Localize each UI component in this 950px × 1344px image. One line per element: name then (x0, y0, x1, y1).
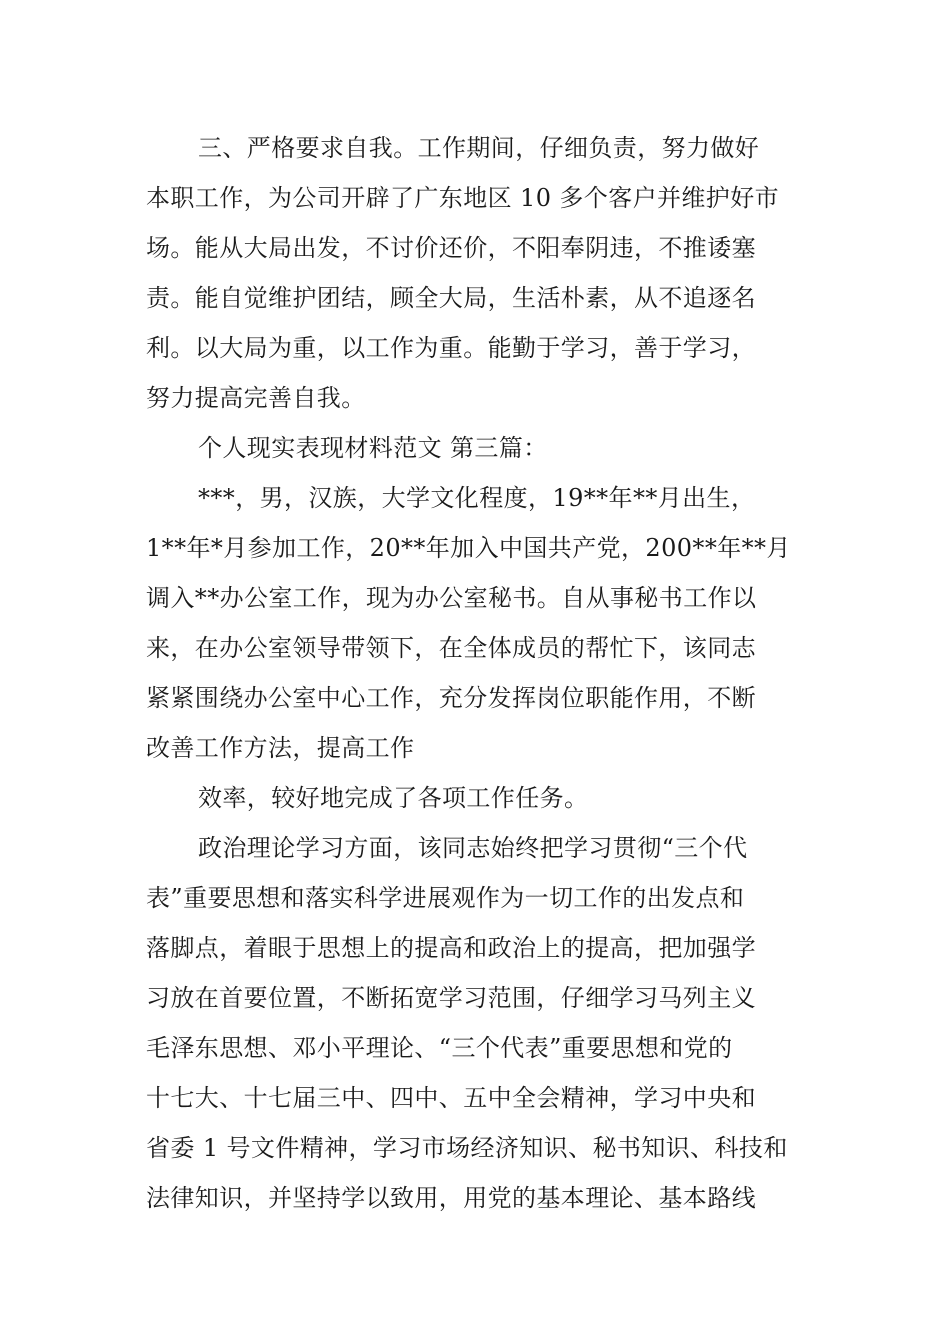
text-line: 效率，较好地完成了各项工作任务。 (198, 784, 589, 812)
text-line: 调入**办公室工作，现为办公室秘书。自从事秘书工作以 (146, 584, 757, 612)
text-line: 表”重要思想和落实科学进展观作为一切工作的出发点和 (146, 884, 745, 912)
text-line: 法律知识，并坚持学以致用，用党的基本理论、基本路线 (146, 1184, 756, 1212)
text-line: 三、严格要求自我。工作期间，仔细负责，努力做好 (198, 134, 760, 162)
text-line: 利。以大局为重，以工作为重。能勤于学习，善于学习， (146, 334, 756, 362)
text-line: 十七大、十七届三中、四中、五中全会精神，学习中央和 (146, 1084, 756, 1112)
text-line: 政治理论学习方面，该同志始终把学习贯彻“三个代 (198, 834, 748, 862)
section-heading: 个人现实表现材料范文 第三篇： (198, 434, 548, 462)
text-line: 紧紧围绕办公室中心工作，充分发挥岗位职能作用，不断 (146, 684, 756, 712)
text-line: 努力提高完善自我。 (146, 384, 366, 412)
text-line: 场。能从大局出发，不讨价还价，不阳奉阴违，不推诿塞 (146, 234, 756, 262)
text-line: 改善工作方法，提高工作 (146, 734, 415, 762)
text-line: 来，在办公室领导带领下，在全体成员的帮忙下，该同志 (146, 634, 756, 662)
text-line: 落脚点，着眼于思想上的提高和政治上的提高，把加强学 (146, 934, 756, 962)
text-line: 毛泽东思想、邓小平理论、“三个代表”重要思想和党的 (146, 1034, 733, 1062)
text-line: 本职工作，为公司开辟了广东地区 10 多个客户并维护好市 (146, 184, 779, 212)
text-line: 习放在首要位置，不断拓宽学习范围，仔细学习马列主义 (146, 984, 756, 1012)
text-line: 1**年*月参加工作，20**年加入中国共产党，200**年**月 (146, 534, 791, 562)
text-line: ***，男，汉族，大学文化程度，19**年**月出生， (198, 484, 756, 512)
text-line: 省委 1 号文件精神，学习市场经济知识、秘书知识、科技和 (146, 1134, 788, 1162)
text-line: 责。能自觉维护团结，顾全大局，生活朴素，从不追逐名 (146, 284, 756, 312)
